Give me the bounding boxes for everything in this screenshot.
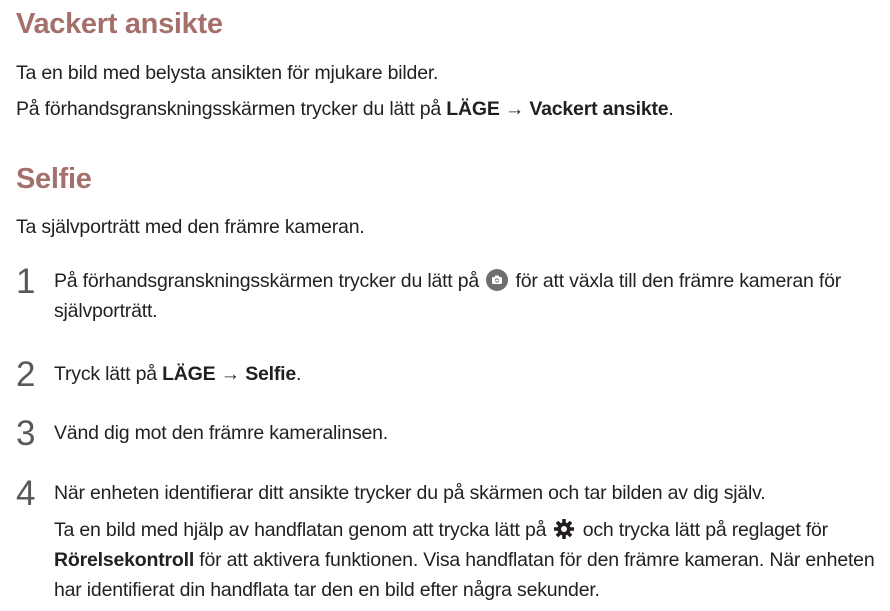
mode-label: LÄGE <box>162 363 216 385</box>
arrow-glyph: → <box>499 98 530 120</box>
instruction-prefix: På förhandsgranskningsskärmen trycker du lätt på <box>16 98 447 120</box>
palm-gesture-note <box>54 515 884 605</box>
step-number: 1 <box>16 262 36 301</box>
step-1-text-after: för att växla till den främre kameran för självporträtt. <box>54 270 842 322</box>
step-2-prefix: Tryck lätt på <box>54 363 163 385</box>
step-number: 3 <box>16 414 36 453</box>
step-text: När enheten identifierar ditt ansikte trycker du på skärmen och tar bilden av dig själv. <box>54 482 766 504</box>
beauty-face-line1: Ta en bild med belysta ansikten för mjukare bilder. <box>16 62 439 84</box>
step-number: 2 <box>16 355 36 394</box>
step-2-suffix: . <box>296 363 302 385</box>
instruction-suffix: . <box>668 98 674 120</box>
selfie-option: Selfie <box>245 363 297 385</box>
section-title-selfie: Selfie <box>16 163 92 195</box>
note-text-after-icon: och trycka lätt på reglaget för <box>577 519 828 541</box>
beauty-face-option: Vackert ansikte <box>529 98 669 120</box>
note-text-before: Ta en bild med hjälp av handflatan genom att trycka lätt på <box>54 519 552 541</box>
step-1-text-before: På förhandsgranskningsskärmen trycker du lätt på <box>54 270 485 292</box>
section-title-beauty-face: Vackert ansikte <box>16 8 223 40</box>
settings-gear-icon <box>553 518 575 540</box>
arrow-glyph: → <box>215 363 246 385</box>
step-number: 4 <box>16 474 36 513</box>
selfie-intro-text: Ta självporträtt med den främre kameran. <box>16 216 365 238</box>
mode-label: LÄGE <box>446 98 500 120</box>
step-text <box>54 266 884 326</box>
note-text-end: för att aktivera funktionen. Visa handflatan för den främre kameran. När enheten har identifierat din handflata tar den en bild efter några sekunder. <box>54 549 875 601</box>
switch-camera-icon <box>486 269 508 291</box>
motion-control-label: Rörelsekontroll <box>54 549 195 571</box>
selfie-intro <box>16 214 365 240</box>
step-text: Vänd dig mot den främre kameralinsen. <box>54 422 389 444</box>
step-text <box>54 359 884 389</box>
beauty-face-instruction <box>16 96 674 122</box>
beauty-face-description <box>16 60 438 86</box>
